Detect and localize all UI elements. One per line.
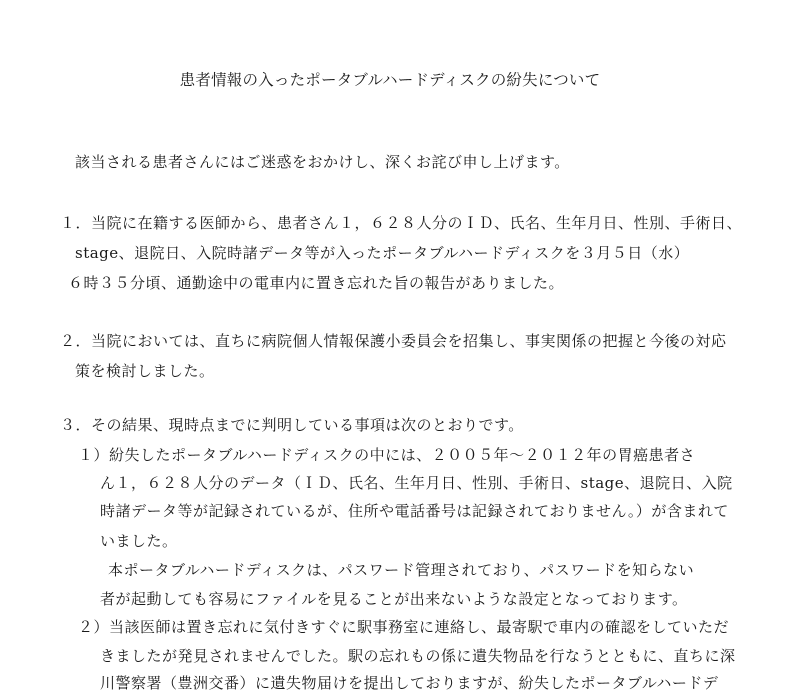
sub1-line4: いました。 [100,532,178,550]
item1-line1: １．当院に在籍する医師から、患者さん１，６２８人分のＩＤ、氏名、生年月日、性別、手術日、 [60,214,743,232]
sub2-line2: きましたが発見されませんでした。駅の忘れもの係に遺失物品を行なうとともに、直ちに深 [100,647,736,665]
sub1-line1: １）紛失したポータブルハードディスクの中には、２００５年～２０１２年の胃癌患者さ [78,446,696,464]
sub2-line3: 川警察署（豊洲交番）に遺失物届けを提出しておりますが、紛失したポータブルハードデ [100,674,719,692]
sub1-line5: 本ポータブルハードディスクは、パスワード管理されており、パスワードを知らない [108,561,695,579]
sub1-line3: 時諸データ等が記録されているが、住所や電話番号は記録されておりません。）が含まれて [100,502,729,520]
sub1-line6: 者が起動しても容易にファイルを見ることが出来ないような設定となっております。 [100,590,688,608]
intro-text: 該当される患者さんにはご迷惑をおかけし、深くお詫び申し上げます。 [75,153,570,171]
item2-line2: 策を検討しました。 [75,362,215,380]
sub1-line2: ん１，６２８人分のデータ（ＩＤ、氏名、生年月日、性別、手術日、stage、退院日、入院 [100,474,733,492]
item2-line1: ２．当院においては、直ちに病院個人情報保護小委員会を招集し、事実関係の把握と今後の対応 [60,332,727,350]
document-title: 患者情報の入ったポータブルハードディスクの紛失について [179,71,601,89]
item1-line3: ６時３５分頃、通勤途中の電車内に置き忘れた旨の報告がありました。 [68,274,565,292]
sub2-line1: ２）当該医師は置き忘れに気付きすぐに駅事務室に連絡し、最寄駅で車内の確認をしていただ [78,618,730,636]
item1-line2: stage、退院日、入院時諸データ等が入ったポータブルハードディスクを３月５日（水） [75,244,690,262]
item3-line1: ３．その結果、現時点までに判明している事項は次のとおりです。 [60,416,524,434]
